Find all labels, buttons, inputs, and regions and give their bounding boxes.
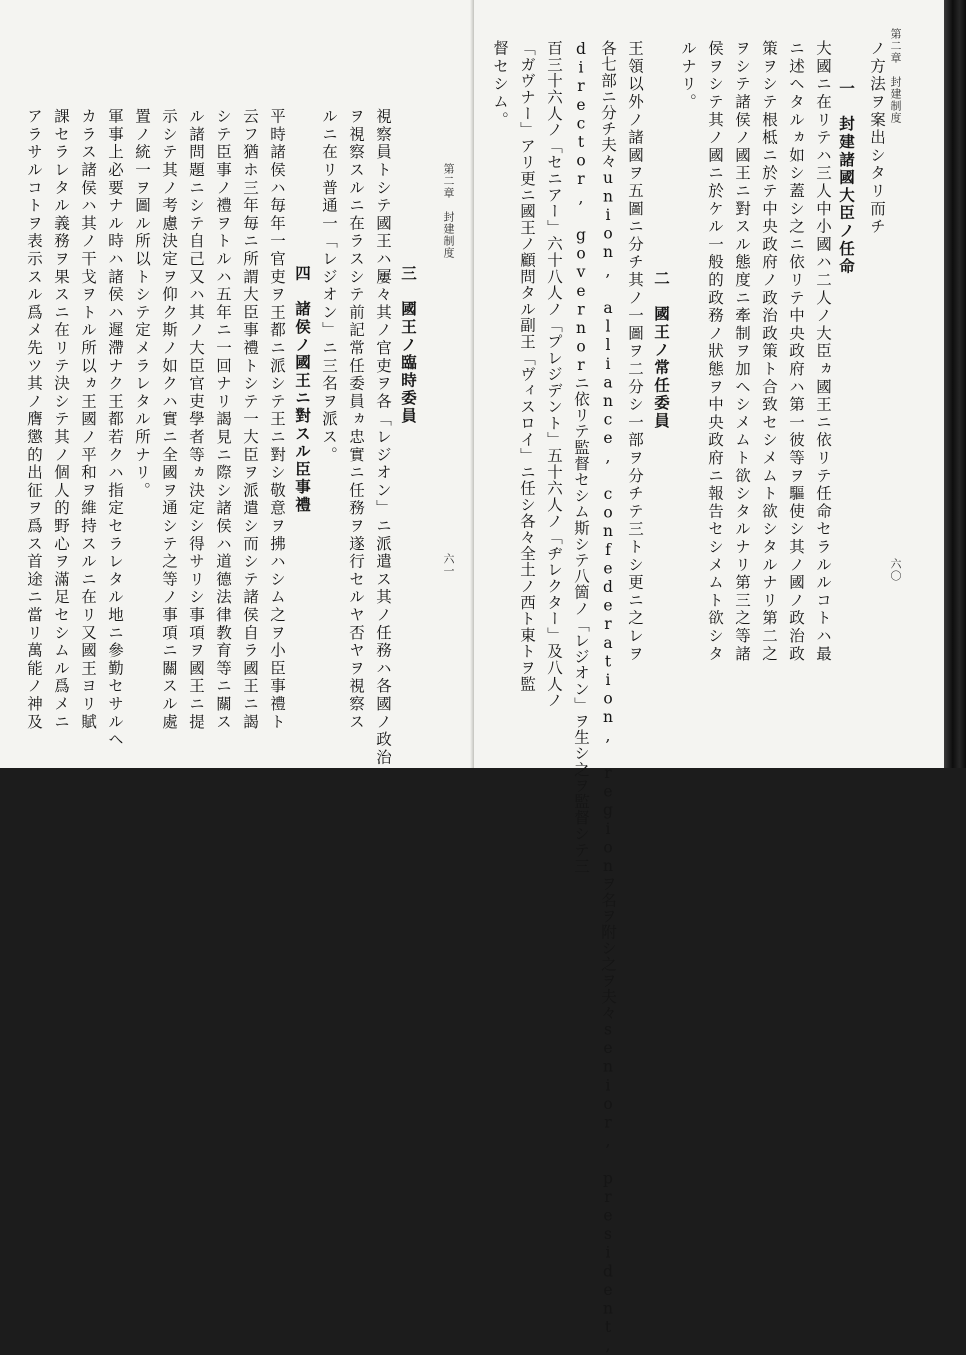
text-column: カラス諸侯ハ其ノ干戈ヲトル所以ヵ王國ノ平和ヲ維持スルニ在リ又國王ヨリ賦 <box>79 108 97 731</box>
text-column: director, governorニ依リテ監督セシム斯シテ八箇ノ「レジオン」ヲ生シ之ヲ監督シテ三 <box>572 40 590 874</box>
right-page <box>474 0 958 1355</box>
text-column: ルニ在リ普通一「レジオン」ニ三名ヲ派ス。 <box>320 108 338 464</box>
text-column: 置ノ統一ヲ圖ル所以トシテ定メラレタル所ナリ。 <box>133 108 151 500</box>
chapter-header: 第二章 封建制度 <box>889 28 902 124</box>
page-number: 六一 <box>442 553 455 577</box>
text-column: 各七部ニ分チ夫々union, alliance, confederation, regionヲ名ヲ附シ之ヲ夫々senior, president, <box>599 40 617 1355</box>
page-number: 六〇 <box>889 558 902 582</box>
section-heading: 四 諸侯ノ國王ニ對スル臣事禮 <box>293 265 312 515</box>
text-column: 百三十六人ノ「セニアー」六十八人ノ「プレジデント」五十六人ノ「ヂレクター」及八人ノ <box>545 40 563 709</box>
text-column: 「ガヴナー」アリ更ニ國王ノ顧問タル副王「ヴィスロイ」ニ任シ各々全土ノ西ト東トヲ監 <box>518 40 536 692</box>
section-heading: 一 封建諸國大臣ノ任命 <box>837 80 856 276</box>
text-column: ルナリ。 <box>679 40 697 112</box>
text-column: 視察員トシテ國王ハ屢々其ノ官吏ヲ各「レジオン」ニ派遣ス其ノ任務ハ各國ノ政治 <box>374 108 392 767</box>
text-column: 王領以外ノ諸國ヲ五圖ニ分チ其ノ一圖ヲ二分シ一部ヲ分チテ三トシ更ニ之レヲ <box>626 40 644 663</box>
text-column: シテ臣事ノ禮ヲトルハ五年ニ一回ナリ謁見ニ際シ諸侯ハ道德法律教育等ニ關ス <box>214 108 232 731</box>
chapter-footer: 第二章 封建制度 <box>442 163 455 259</box>
text-column: 示シテ其ノ考慮決定ヲ仰ク斯ノ如クハ實ニ全國ヲ通シテ之等ノ事項ニ關スル處 <box>160 108 178 731</box>
page-edge-shadow <box>944 0 966 768</box>
text-column: ノ方法ヲ案出シタリ而チ <box>868 40 886 236</box>
text-column: 軍事上必要ナル時ハ諸侯ハ遲滯ナク王都若クハ指定セラレタル地ニ參勤セサルヘ <box>106 108 124 749</box>
text-column: 大國ニ在リテハ三人中小國ハ二人ノ大臣ヵ國王ニ依リテ任命セラルルコトハ最 <box>814 40 832 663</box>
text-column: ヲシテ諸侯ノ國王ニ對スル態度ニ牽制ヲ加ヘシメムト欲シタルナリ第三之等諸 <box>733 40 751 663</box>
text-column: ヲ視察スルニ在ラスシテ前記常任委員ヵ忠實ニ任務ヲ遂行セルヤ否ヤヲ視察ス <box>347 108 365 731</box>
text-column: 侯ヲシテ其ノ國ニ於ケル一般的政務ノ狀態ヲ中央政府ニ報告セシメムト欲シタ <box>706 40 724 663</box>
section-heading: 三 國王ノ臨時委員 <box>399 265 418 426</box>
left-page <box>0 0 474 768</box>
text-column: 督セシム。 <box>491 40 509 129</box>
text-column: アラサルコトヲ表示スル爲メ先ツ其ノ膺懲的出征ヲ爲ス首途ニ當リ萬能ノ神及 <box>25 108 43 731</box>
text-column: ル諸問題ニシテ自己又ハ其ノ大臣官吏學者等ヵ決定シ得サリシ事項ヲ國王ニ提 <box>187 108 205 731</box>
text-column: 課セラレタル義務ヲ果スニ在リテ決シテ其ノ個人的野心ヲ滿足セシムル爲メニ <box>52 108 70 731</box>
section-heading: 二 國王ノ常任委員 <box>652 270 671 431</box>
text-column: ニ述ヘタルヵ如シ蓋シ之ニ依リテ中央政府ハ第一彼等ヲ驅使シ其ノ國ノ政治政 <box>787 40 805 663</box>
text-column: 策ヲシテ根柢ニ於テ中央政府ノ政治政策ト合致セシメムト欲シタルナリ第二之 <box>760 40 778 663</box>
text-column: 平時諸侯ハ毎年一官吏ヲ王都ニ派シテ王ニ對シ敬意ヲ拂ハシム之ヲ小臣事禮ト <box>268 108 286 731</box>
text-column: 云フ猶ホ三年毎ニ所謂大臣事禮トシテ一大臣ヲ派遣シ而シテ諸侯自ラ國王ニ謁 <box>241 108 259 731</box>
